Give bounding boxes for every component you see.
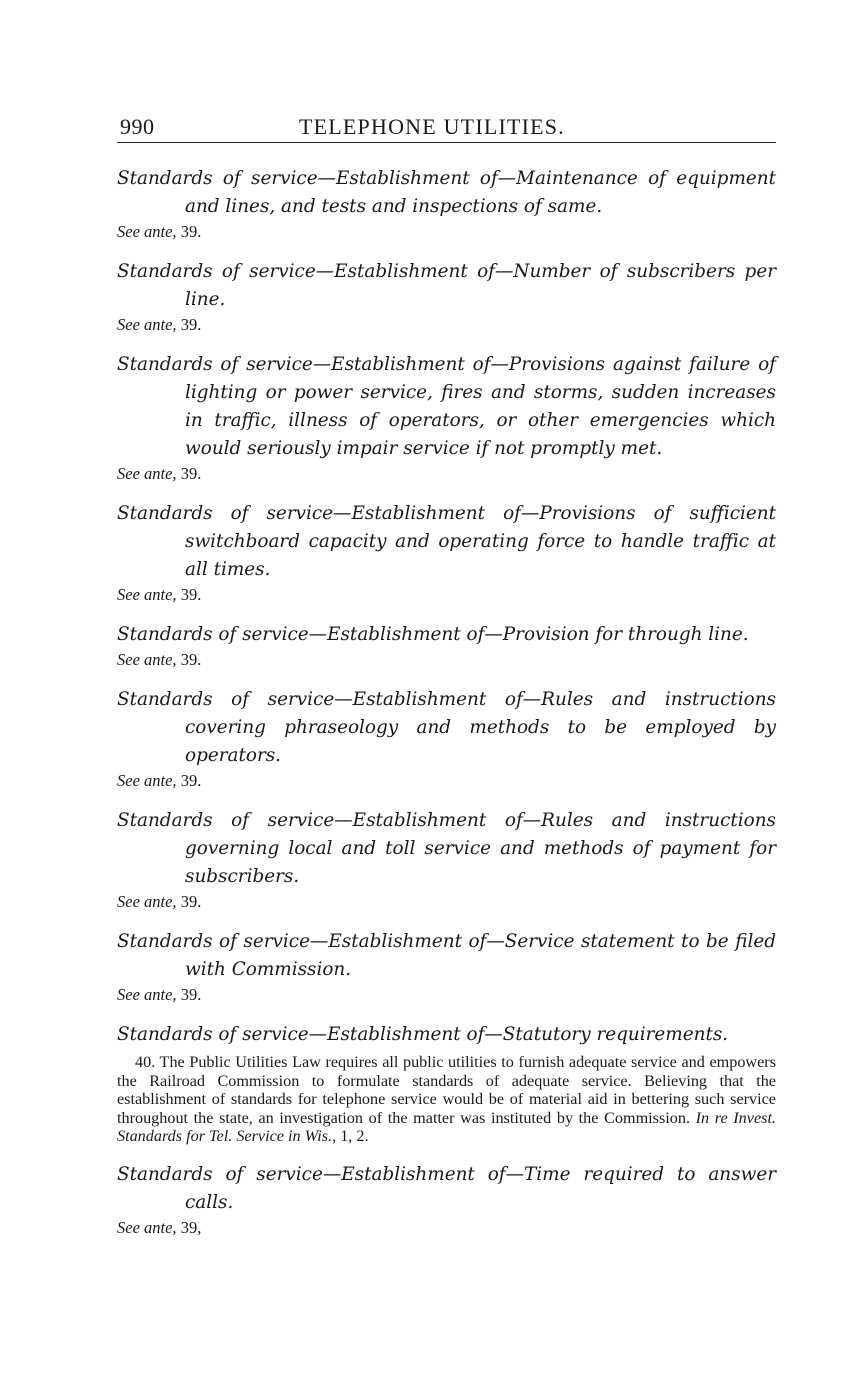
see-ante-label: See ante, [117, 771, 177, 790]
section-reference: 39. [176, 464, 202, 483]
section-reference: 39. [176, 585, 202, 604]
entry-heading: Standards of service—Establishment of—Provisions of sufficient switchboard capacity and operating force to handle traffic at all times. [117, 503, 776, 580]
cross-reference [117, 984, 776, 1006]
case-citation: In re Invest. Standards for Tel. Service in Wis. [117, 1108, 776, 1145]
cross-reference [117, 584, 776, 606]
digest-entry [117, 686, 776, 792]
section-reference: 39. [176, 222, 202, 241]
cross-reference [117, 1217, 776, 1239]
digest-entry [117, 165, 776, 243]
see-ante-label: See ante, [117, 892, 177, 911]
cross-reference [117, 463, 776, 485]
see-ante-label: See ante, [117, 985, 177, 1004]
see-ante-label: See ante, [117, 315, 177, 334]
digest-entry [117, 807, 776, 913]
case-summary-text: 40. The Public Utilities Law requires all public utilities to furnish adequate service and empowers the Railroad Commission to formulate standards of adequate service. Believing that the establishment of standards for telephone service would be of material aid in bettering such service throughout the state, an investigation of the matter was instituted by the Commission. [117, 1053, 776, 1127]
section-reference: 39, [176, 1217, 202, 1237]
digest-entry [117, 351, 776, 485]
entry-heading: Standards of service—Establishment of—Number of subscribers per line. [117, 261, 776, 310]
cross-reference [117, 770, 776, 792]
cross-reference [117, 649, 776, 671]
entry-heading: Standards of service—Establishment of—Rules and instructions covering phraseology and methods to be employed by operators. [117, 689, 776, 766]
see-ante-label: See ante, [117, 585, 177, 604]
cross-reference [117, 221, 776, 243]
entry-heading: Standards of service—Establishment of—Statutory requirements. [117, 1024, 729, 1045]
digest-entries [117, 165, 776, 1239]
digest-entry [117, 621, 776, 671]
entry-heading: Standards of service—Establishment of—Rules and instructions governing local and toll service and methods of payment for subscribers. [117, 810, 776, 887]
entry-heading: Standards of service—Establishment of—Provisions against failure of lighting or power service, fires and storms, sudden increases in traffic, illness of operators, or other emergencies which would seriously impair service if not promptly met. [117, 354, 776, 459]
digest-entry [117, 500, 776, 606]
page-number: 990 [120, 114, 155, 139]
case-citation-pages: , 1, 2. [332, 1127, 369, 1145]
section-reference: 39. [176, 985, 202, 1004]
entry-heading: Standards of service—Establishment of—Service statement to be filed with Commission. [117, 931, 776, 980]
case-summary-paragraph [117, 1053, 776, 1146]
see-ante-label: See ante, [117, 1217, 177, 1237]
section-reference: 39. [176, 892, 202, 911]
digest-entry [117, 258, 776, 336]
digest-entry [117, 928, 776, 1006]
running-head [117, 112, 776, 143]
running-title: TELEPHONE UTILITIES. [299, 114, 565, 139]
see-ante-label: See ante, [117, 464, 177, 483]
see-ante-label: See ante, [117, 222, 177, 241]
section-reference: 39. [176, 650, 202, 669]
section-reference: 39. [176, 315, 202, 334]
cross-reference [117, 891, 776, 913]
see-ante-label: See ante, [117, 650, 177, 669]
entry-heading: Standards of service—Establishment of—Time required to answer calls. [117, 1163, 776, 1213]
digest-entry [117, 1161, 776, 1239]
cross-reference [117, 314, 776, 336]
entry-heading: Standards of service—Establishment of—Maintenance of equipment and lines, and tests and inspections of same. [117, 168, 776, 217]
section-reference: 39. [176, 771, 202, 790]
entry-heading: Standards of service—Establishment of—Provision for through line. [117, 624, 749, 645]
book-page [117, 112, 776, 1254]
digest-entry [117, 1021, 776, 1146]
